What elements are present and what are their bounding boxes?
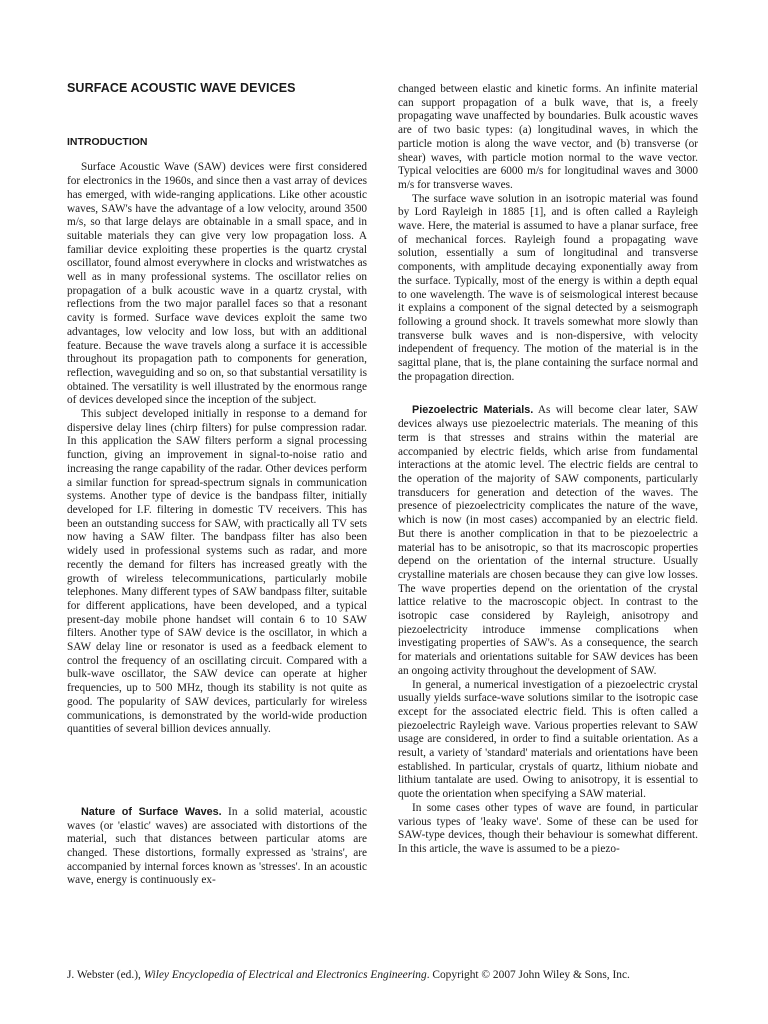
- paragraph-intro-2: This subject developed initially in response to a demand for dispersive delay lines (chirp filters) for pulse compression radar. In this application the SAW filters perform a signal processing function, giving an improvement in signal-to-noise ratio and increasing the range capability of the radar. Other devices perform a similar function for spread-spectrum signals in communication systems. Another type of device is the bandpass filter, initially developed for I.F. filtering in domestic TV receivers. This has been an outstanding success for SAW, with practically all TV sets now having a SAW filter. The bandpass filter has also been widely used in professional systems such as radar, and more recently the demand for filters has increased greatly with the growth of wireless telecommunications, particularly mobile telephones. Many different types of SAW bandpass filter, suitable for different applications, have been developed, and a typical present-day mobile phone handset will contain 6 to 10 SAW filters. Another type of SAW device is the oscillator, in which a SAW delay line or resonator is used as a feedback element to control the frequency of an oscillating circuit. Compared with a bulk-wave oscillator, the SAW device can operate at higher frequencies, up to 500 MHz, though its stability is not quite as good. The popularity of SAW devices, particularly for wireless communications, is demonstrated by the world-wide production quantities of several billion devices annually.: [67, 408, 367, 736]
- runin-heading-piezoelectric: Piezoelectric Materials.: [412, 404, 534, 417]
- right-column: [398, 83, 698, 857]
- article-title: SURFACE ACOUSTIC WAVE DEVICES: [67, 81, 296, 95]
- paragraph-leaky-waves: In some cases other types of wave are found, in particular various types of 'leaky wave'. Some of these can be used for SAW-type devices, though their behaviour is somewhat different. In this article, the wave is assumed to be a piezo-: [398, 801, 698, 855]
- paragraph-bulk-waves: changed between elastic and kinetic forms. An infinite material can support propagation of a bulk wave, that is, a freely propagating wave unaffected by boundaries. Bulk acoustic waves are of two basic types: (a) longitudinal waves, in which the particle motion is along the wave vector, and (b) transverse (or shear) waves, with particle motion normal to the wave vector. Typical velocities are 6000 m/s for longitudinal waves and 3000 m/s for transverse waves.: [398, 83, 698, 191]
- left-column: [67, 78, 367, 888]
- paragraph-piezoelectric-materials: [398, 404, 698, 678]
- paragraph-rayleigh: The surface wave solution in an isotropic material was found by Lord Rayleigh in 1885 [1], and is often called a Rayleigh wave. Here, the material is assumed to have a planar surface, free of mechanical forces. Rayleigh found a propagating wave solution, essentially a sum of longitudinal and transverse components, with amplitude decaying exponentially away from the surface. Typically, most of the energy is within a depth equal to one wavelength. The wave is of seismological interest because it explains a component of the signal detected by a seismograph following a ground shock. It travels somewhat more slowly than transverse bulk waves and is non-dispersive, with velocity independent of frequency. The motion of the material is in the sagittal plane, that is, the plane containing the surface normal and the propagation direction.: [398, 192, 698, 383]
- footer-prefix: J. Webster (ed.),: [67, 969, 144, 981]
- footer-book-title: Wiley Encyclopedia of Electrical and Electronics Engineering: [143, 969, 427, 981]
- footer-copyright: . Copyright © 2007 John Wiley & Sons, Inc.: [426, 969, 630, 981]
- copyright-footer: [67, 968, 707, 982]
- section-heading-introduction: INTRODUCTION: [67, 135, 148, 148]
- paragraph-piezoelectric-text: As will become clear later, SAW devices always use piezoelectric materials. The meaning of this term is that stresses and strains within the material are accompanied by electric fields, which arise from fundamental interactions at the atomic level. The electric fields are central to the operation of the majority of SAW components, particularly transducers for generation and detection of the waves. The presence of piezoelectricity complicates the nature of the wave, which is now (in most cases) accompanied by an electric field. But there is another complication in that to be piezoelectric a material has to be anisotropic, so that its macroscopic properties depend on the orientation of the internal structure. Usually crystalline materials are chosen because they can give low losses. The wave properties depend on the orientation of the crystal lattice relative to the macroscopic object. In contrast to the isotropic case considered by Rayleigh, anisotropy and piezoelectricity introduce immense complications when investigating properties of SAW's. As a consequence, the search for materials and orientations suitable for SAW devices has been an ongoing activity throughout the development of SAW.: [398, 404, 698, 677]
- paragraph-intro-1: Surface Acoustic Wave (SAW) devices were first considered for electronics in the 1960s, and since then a vast array of devices has emerged, with wide-ranging applications. Like other acoustic waves, SAW's have the advantage of a low velocity, around 3500 m/s, so that large delays are obtainable in a small space, and in suitable materials they can give very low propagation loss. A familiar device exploiting these properties is the quartz crystal oscillator, found almost everywhere in clocks and wristwatches as well as in many professional systems. The oscillator relies on propagation of a bulk acoustic wave in a quartz crystal, with reflections from the two major parallel faces so that a resonant cavity is formed. Surface wave devices exploit the same two advantages, low velocity and low loss, but with an additional feature. Because the wave travels along a surface it is accessible throughout its propagation path to components for generation, reflection, waveguiding and so on, so that substantial versatility is obtained. The versatility is well illustrated by the enormous range of devices developed since the inception of the subject.: [67, 161, 367, 407]
- paragraph-numerical-investigation: In general, a numerical investigation of a piezoelectric crystal usually yields surface-wave solutions similar to the isotropic case except for the associated electric field. This is often called a piezoelectric Rayleigh wave. Various properties relevant to SAW usage are considered, in order to find a suitable orientation. As a result, a variety of 'standard' materials and orientations have been established. In particular, crystals of quartz, lithium niobate and lithium tantalate are used. Owing to anisotropy, it is essential to quote the orientation when specifying a SAW material.: [398, 678, 698, 801]
- paragraph-nature-text: In a solid material, acoustic waves (or 'elastic' waves) are associated with distortions of the material, such that distances between particular atoms are changed. These distortions, formally expressed as 'strains', are accompanied by internal forces known as 'stresses'. In an acoustic wave, energy is continuously ex-: [67, 805, 367, 887]
- runin-heading-nature: Nature of Surface Waves.: [81, 805, 222, 818]
- paragraph-nature-of-surface-waves: [67, 806, 367, 888]
